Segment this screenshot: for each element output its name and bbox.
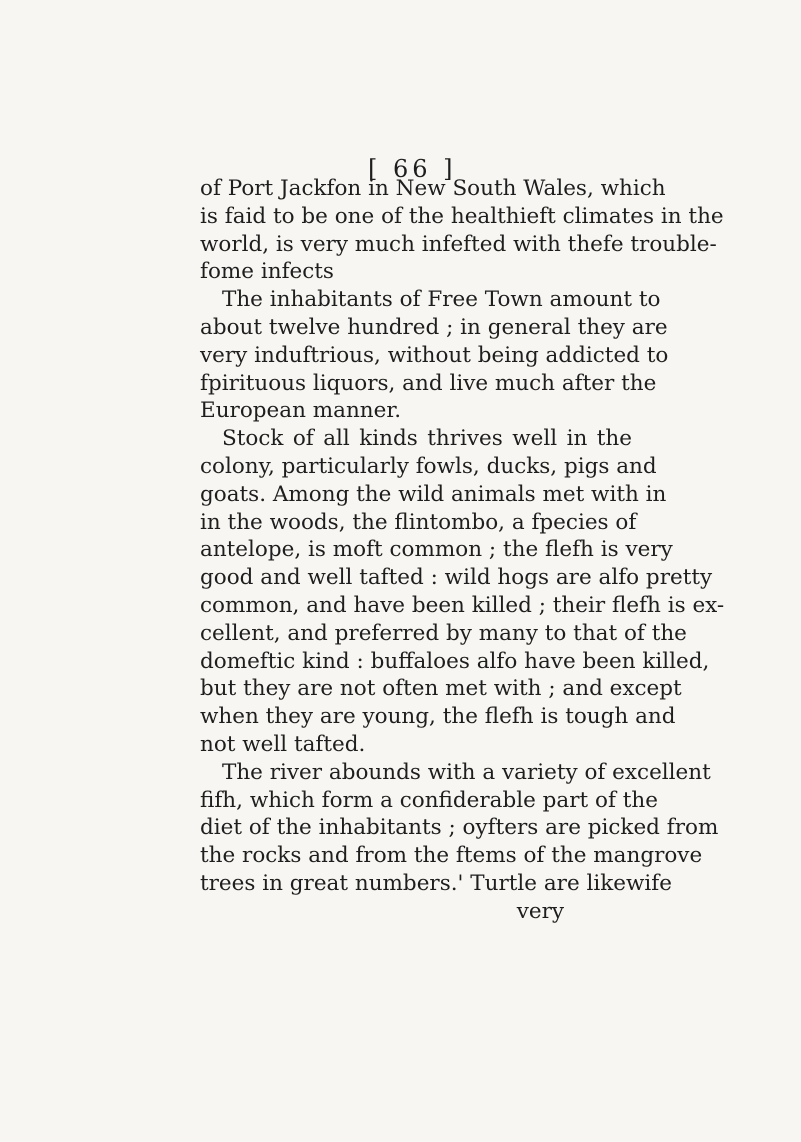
text-line: goats. Among the wild animals met with in	[200, 481, 667, 507]
text-line: Stock of all kinds thrives well in the	[222, 426, 632, 452]
text-line: about twelve hundred ; in general they are	[200, 314, 668, 340]
catchword: very	[516, 898, 564, 924]
text-line: The inhabitants of Free Town amount to	[222, 287, 661, 313]
text-line: diet of the inhabitants ; oyfters are picked from	[200, 815, 719, 841]
text-line: colony, particularly fowls, ducks, pigs and	[200, 453, 657, 479]
text-line: not well tafted.	[200, 731, 366, 757]
text-line: fome infects	[200, 259, 334, 285]
text-line: but they are not often met with ; and except	[200, 676, 682, 702]
text-line: common, and have been killed ; their flefh is ex-	[200, 592, 725, 618]
text-line: The river abounds with a variety of excellent	[222, 759, 711, 785]
body-text	[200, 175, 725, 926]
page-number: [ 66 ]	[368, 155, 457, 183]
text-line: trees in great numbers.' Turtle are likewife	[200, 870, 672, 896]
text-line: cellent, and preferred by many to that of the	[200, 620, 687, 646]
text-line: world, is very much infefted with thefe trouble-	[200, 231, 717, 257]
text-line: good and well tafted : wild hogs are alfo pretty	[200, 565, 713, 591]
text-line: European manner.	[200, 398, 402, 424]
text-line: is faid to be one of the healthieft climates in the	[200, 203, 724, 229]
text-line: antelope, is moft common ; the flefh is very	[200, 537, 673, 563]
text-line: domeftic kind : buffaloes alfo have been killed,	[200, 648, 710, 674]
text-line: fifh, which form a confiderable part of the	[200, 787, 658, 813]
text-line: in the woods, the flintombo, a fpecies of	[200, 509, 637, 535]
text-line: fpirituous liquors, and live much after the	[200, 370, 657, 396]
text-line: the rocks and from the ftems of the mangrove	[200, 843, 703, 869]
text-line: very induftrious, without being addicted to	[200, 342, 669, 368]
text-line: of Port Jackfon in New South Wales, which	[200, 176, 666, 201]
text-line: when they are young, the flefh is tough and	[200, 704, 676, 730]
